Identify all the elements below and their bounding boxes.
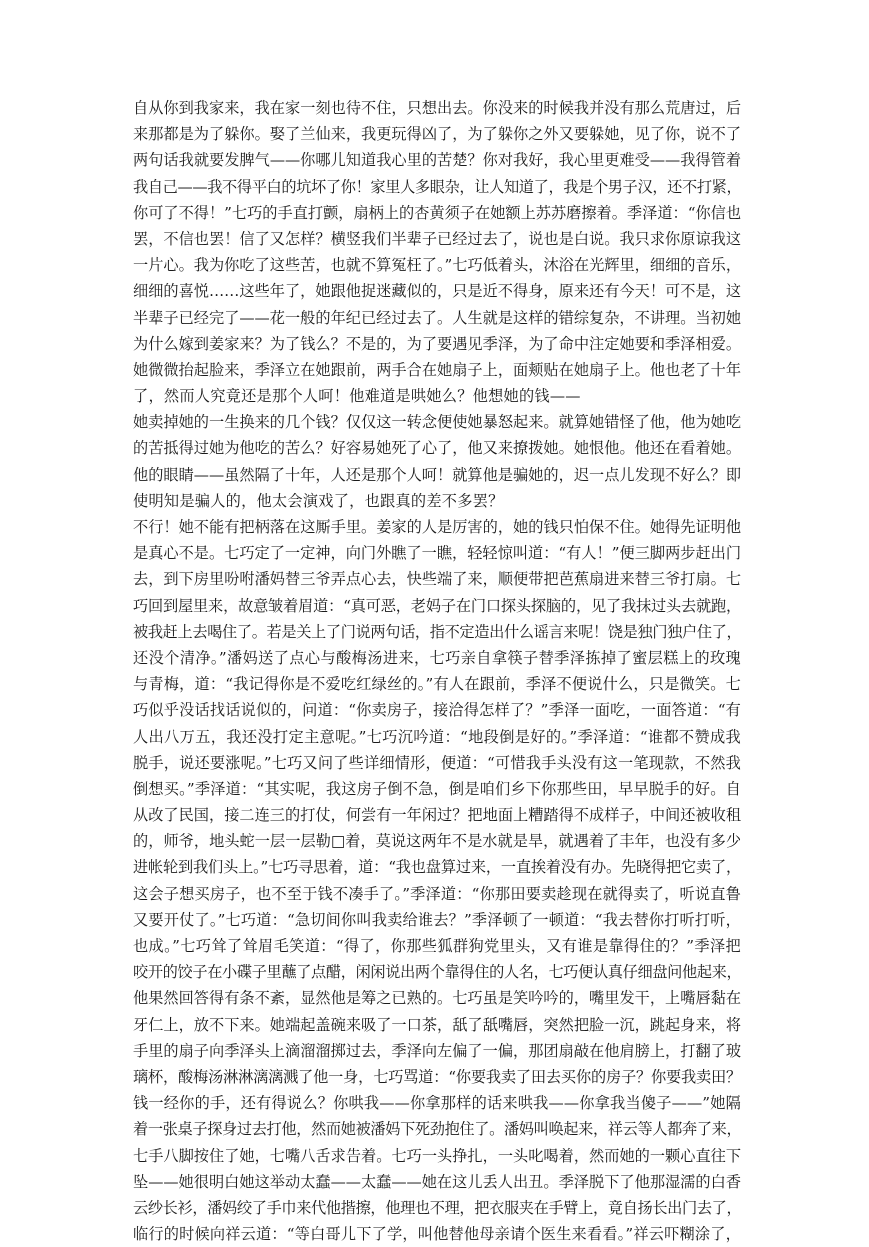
text-line: 了，然而人究竟还是那个人呵！他难道是哄她么？他想她的钱—— (133, 387, 581, 406)
text-line: 细细的喜悦……这些年了，她跟他捉迷藏似的，只是近不得身，原来还有今天！可不是，这 (133, 282, 741, 301)
text-line: 为什么嫁到姜家来？为了钱么？不是的，为了要遇见季泽，为了命中注定她要和季泽相爱。 (133, 334, 741, 353)
text-line: 巧似乎没话找话说似的，问道：“你卖房子，接洽得怎样了？”季泽一面吃，一面答道：“有 (133, 701, 741, 720)
text-line: 她卖掉她的一生换来的几个钱？仅仅这一转念便使她暴怒起来。就算她错怪了他，他为她吃 (133, 413, 741, 432)
text-line: 还没个清净。”潘妈送了点心与酸梅汤进来，七巧亲自拿筷子替季泽拣掉了蜜层糕上的玫瑰 (133, 648, 741, 667)
text-line: 巧回到屋里来，故意皱着眉道：“真可恶，老妈子在门口探头探脑的，见了我抹过头去就跑， (133, 596, 741, 615)
text-line: 人出八万五，我还没打定主意呢。”七巧沉吟道：“地段倒是好的。”季泽道：“谁都不赞成我 (133, 727, 741, 746)
text-line: 他的眼睛——虽然隔了十年，人还是那个人呵！就算他是骗她的，迟一点儿发现不好么？即 (133, 465, 741, 484)
text-line: 也成。”七巧耸了耸眉毛笑道：“得了，你那些狐群狗党里头，又有谁是靠得住的？”季泽把 (133, 937, 741, 955)
text-line: 云纱长衫，潘妈绞了手巾来代他揩擦，他理也不理，把衣服夹在手臂上，竟自扬长出门去了， (133, 1198, 742, 1217)
text-line: 坠——她很明白她这举动太蠢——太蠢——她在这儿丢人出丑。季泽脱下了他那湿濡的白香 (133, 1172, 741, 1191)
text-line: 罢，不信也罢！信了又怎样？横竖我们半辈子已经过去了，说也是白说。我只求你原谅我这 (133, 229, 741, 248)
text-line: 自从你到我家来，我在家一刻也待不住，只想出去。你没来的时候我并没有那么荒唐过，后 (133, 99, 741, 117)
text-line: 这会子想买房子，也不至于钱不凑手了。”季泽道：“你那田要卖趁现在就得卖了，听说直鲁 (133, 884, 741, 903)
text-line: 他果然回答得有条不紊，显然他是筹之已熟的。七巧虽是笑吟吟的，嘴里发干，上嘴唇黏在 (133, 989, 741, 1008)
text-line: 咬开的饺子在小碟子里蘸了点醋，闲闲说出两个靠得住的人名，七巧便认真仔细盘问他起来， (133, 963, 742, 982)
text-line: 是真心不是。七巧定了一定神，向门外瞧了一瞧，轻轻惊叫道：“有人！”便三脚两步赶出门 (133, 544, 741, 563)
text-line: 临行的时候向祥云道：“等白哥儿下了学，叫他替他母亲请个医生来看看。”祥云吓糊涂了， (133, 1225, 741, 1244)
text-line: 手里的扇子向季泽头上滴溜溜掷过去，季泽向左偏了一偏，那团扇敲在他肩膀上，打翻了玻 (133, 1041, 741, 1060)
text-line: 又要开仗了。”七巧道：“急切间你叫我卖给谁去？”季泽顿了一顿道：“我去替你打听打听， (133, 910, 741, 929)
text-line: 璃杯，酸梅汤淋淋漓漓溅了他一身，七巧骂道：“你要我卖了田去买你的房子？你要我卖田？ (133, 1067, 741, 1086)
text-line: 进帐轮到我们头上。”七巧寻思着，道：“我也盘算过来，一直挨着没有办。先晓得把它卖了， (133, 858, 741, 877)
text-line: 从改了民国，接二连三的打仗，何尝有一年闲过？把地面上糟踏得不成样子，中间还被收租 (133, 806, 741, 825)
text-line: 一片心。我为你吃了这些苦，也就不算冤枉了。”七巧低着头，沐浴在光辉里，细细的音乐， (133, 256, 741, 275)
text-line: 使明知是骗人的，他太会演戏了，也跟真的差不多罢？ (133, 491, 504, 510)
body-text (133, 95, 741, 1247)
text-line: 牙仁上，放不下来。她端起盖碗来吸了一口茶，舐了舐嘴唇，突然把脸一沉，跳起身来，将 (133, 1015, 741, 1034)
text-line: 她微微抬起脸来，季泽立在她跟前，两手合在她扇子上，面颊贴在她扇子上。他也老了十年 (133, 360, 741, 379)
text-line: 脱手，说还要涨呢。”七巧又问了些详细情形，便道：“可惜我手头没有这一笔现款，不然我 (133, 753, 741, 772)
text-line: 去，到下房里吩咐潘妈替三爷弄点心去，快些端了来，顺便带把芭蕉扇进来替三爷打扇。七 (133, 570, 741, 589)
text-line: 七手八脚按住了她，七嘴八舌求告着。七巧一头挣扎，一头叱喝着，然而她的一颗心直往下 (133, 1146, 741, 1165)
text-line: 被我赶上去喝住了。若是关上了门说两句话，指不定造出什么谣言来呢！饶是独门独户住了， (133, 622, 742, 641)
text-line: 与青梅，道：“我记得你是不爱吃红绿丝的。”有人在跟前，季泽不便说什么，只是微笑。七 (133, 675, 741, 694)
text-line: 的，师爷，地头蛇一层一层勒□着，莫说这两年不是水就是旱，就遇着了丰年，也没有多少 (133, 832, 741, 851)
text-line: 钱一经你的手，还有得说么？你哄我——你拿那样的话来哄我——你拿我当傻子——”她隔 (133, 1094, 741, 1113)
text-line: 倒想买。”季泽道：“其实呢，我这房子倒不急，倒是咱们乡下你那些田，早早脱手的好。自 (133, 779, 741, 798)
text-line: 的苦抵得过她为他吃的苦么？好容易她死了心了，他又来撩拨她。她恨他。他还在看着她。 (133, 439, 741, 458)
text-line: 半辈子已经完了——花一般的年纪已经过去了。人生就是这样的错综复杂，不讲理。当初她 (133, 308, 741, 327)
text-line: 来那都是为了躲你。娶了兰仙来，我更玩得凶了，为了躲你之外又要躲她，见了你，说不了 (133, 125, 741, 144)
text-line: 我自己——我不得平白的坑坏了你！家里人多眼杂，让人知道了，我是个男子汉，还不打紧， (133, 177, 742, 196)
text-line: 着一张桌子探身过去打他，然而她被潘妈下死劲抱住了。潘妈叫唤起来，祥云等人都奔了来， (133, 1120, 742, 1139)
text-line: 不行！她不能有把柄落在这厮手里。姜家的人是厉害的，她的钱只怕保不住。她得先证明他 (133, 518, 741, 536)
text-line: 两句话我就要发脾气——你哪儿知道我心里的苦楚？你对我好，我心里更难受——我得管着 (133, 151, 741, 170)
text-line: 你可了不得！”七巧的手直打颤，扇柄上的杏黄须子在她额上苏苏磨擦着。季泽道：“你信也 (133, 203, 741, 222)
